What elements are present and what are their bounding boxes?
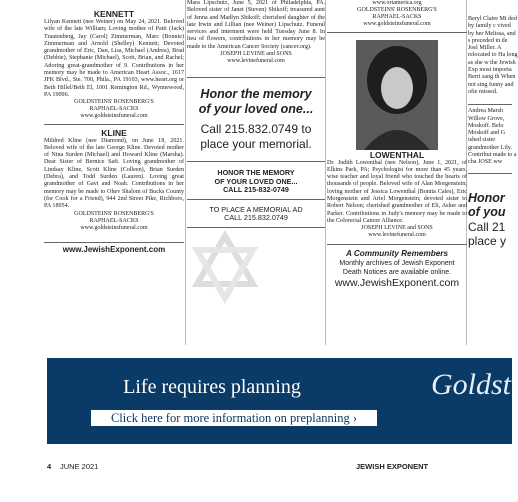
goldsteins-logo: Goldst <box>431 368 512 401</box>
community-line: Death Notices are available online. <box>342 268 452 276</box>
memorial-ad-phone: CALL 215-832-0749 <box>223 184 289 194</box>
divider <box>187 161 325 162</box>
obituary-name-lowenthal: LOWENTHAL <box>369 149 425 160</box>
obituary-column-1 <box>44 0 184 253</box>
honor-ad-fragment: place y <box>468 234 507 249</box>
funeral-home-link[interactable]: www.goldsteinsfuneral.com <box>80 224 148 231</box>
place-memorial-ad: TO PLACE A MEMORIAL AD <box>209 204 303 214</box>
obituary-body-kennett: Lilyan Kennett (nee Weiner) on May 24, 2021. Beloved wife of the late William; Loving mother of Patti (Jack) Trautenberg, Jay (Carol) Zimmerman, Marc (Bonnie) Zimmerman and Arnold (Shelley) Kennett; Devoted grandmother of Eric, Dan, Lisa, Michael (Andrea), Brad (Debbie), Stephanie (Michael), Scott, Brian, and Rachel; Adoring great-grandmother of 9. Contributions in her memory may be made to American Heart Assoc., 1617 JFK Blvd., Ste. 700, Phila., PA 19103, www.heart.org or Beth Hillel/Beth El, 1001 Remington Rd., Wynnewood, PA 19096. <box>44 19 184 98</box>
page-number: 4 <box>47 462 52 471</box>
funeral-home-link[interactable]: www.levinefuneral.com <box>227 58 285 65</box>
funeral-home-link[interactable]: www.goldsteinsfuneral.com <box>363 21 431 28</box>
divider <box>187 77 325 78</box>
obituary-fragment: Andrea Marsh Willow Grove, Moskoff. Belo Moskoff and G ished sister grandmother Lily. Contribut made to a cha JOSE ww <box>468 108 517 166</box>
column-rule <box>185 0 186 345</box>
obituary-name-kennett: KENNETT <box>93 9 135 19</box>
memorial-ad-box: HONOR THE MEMORY <box>217 168 295 178</box>
issue-date: JUNE 2021 <box>60 462 99 471</box>
portrait-photo <box>356 40 438 150</box>
memorial-ad-box-line: OF YOUR LOVED ONE... <box>214 176 298 186</box>
funeral-home-name: GOLDSTEINS' ROSENBERG'S <box>74 99 154 106</box>
funeral-home-link[interactable]: www.goldsteinsfuneral.com <box>80 113 148 120</box>
community-line: Monthly archives of Jewish Exponent <box>339 259 455 267</box>
funeral-home-name: JOSEPH LEVINE and SONS <box>361 225 433 232</box>
column-rule <box>325 0 326 345</box>
community-remembers-title: A Community Remembers <box>345 248 449 258</box>
funeral-home-name: RAPHAEL-SACKS <box>89 106 139 113</box>
divider <box>327 244 467 245</box>
divider <box>44 124 184 125</box>
preplanning-link[interactable]: Click here for more information on preplanning › <box>91 410 377 426</box>
honor-ad-headline: of your loved one... <box>198 101 314 116</box>
preplanning-banner-ad[interactable] <box>47 358 512 444</box>
divider <box>468 104 512 105</box>
obituary-column-2 <box>187 0 325 290</box>
funeral-home-name: JOSEPH LEVINE and SONS <box>220 51 292 58</box>
honor-ad-fragment: Honor <box>468 190 505 205</box>
funeral-home-name: RAPHAEL-SACKS <box>372 14 422 21</box>
honor-ad-headline: Honor the memory <box>200 87 312 102</box>
honor-ad-fragment: of you <box>468 205 506 220</box>
obituary-body-kline: Mildred Kline (nee Diamond), on June 18, 2021. Beloved wife of the late George Kline. Devoted mother of Nina Surden (Michael) and Howard Kline (Marsha). Dear Sister of Bernice Saft. Loving grandmother of Lindsay Kline, Scott Kline (Colleen), Brian Surden (Debra), and Todd Surden (Lauren). Loving great grandmother of Gavi and Noah. Contributions in her memory may be made to Ohev Shalom of Bucks County (for Cook for a Friend), 944 2nd Street Pike, Richboro, PA 18954. <box>44 137 184 210</box>
ort-link[interactable]: www.ortamerica.org <box>372 0 422 6</box>
community-link[interactable]: www.JewishExponent.com <box>334 276 460 289</box>
obituary-body-lowenthal: Dr. Judith Lowenthal (nee Nelson), June 1, 2021, of Elkins Park, PA; Psychologist for more than 45 years, wise teacher and loyal friend who touched the hearts of thousands of people. Beloved wife of Alan Morgenstein; loving mother of Jessica Lowenthal (Bonita Cales), Eric Morgenstein and Ariel Morgenstein; devoted sister to Robert Nelson; cherished grandmother of Eli, Asher and Parker. Contributions in Judy's memory may be made to the Colorectal Cancer Alliance. <box>327 159 467 224</box>
place-memorial-phone: CALL 215.832.0749 <box>224 213 288 223</box>
obituary-column-4 <box>468 0 518 249</box>
funeral-home-name: GOLDSTEINS' ROSENBERG'S <box>74 210 154 217</box>
divider <box>327 32 467 33</box>
divider <box>187 227 325 228</box>
banner-title: Life requires planning <box>123 376 301 398</box>
honor-ad-phone: Call 215.832.0749 to <box>200 122 312 137</box>
jewish-exponent-link[interactable]: www.JewishExponent.com <box>62 244 166 254</box>
obituary-column-3 <box>327 0 467 290</box>
obituary-name-kline: KLINE <box>101 127 127 138</box>
publication-name: JEWISH EXPONENT <box>356 462 429 471</box>
divider <box>468 173 512 174</box>
divider <box>44 242 184 243</box>
divider <box>187 199 325 200</box>
honor-ad-fragment: Call 21 <box>468 219 506 234</box>
funeral-home-name: GOLDSTEINS' ROSENBERG'S <box>357 7 437 14</box>
honor-ad-phone: place your memorial. <box>200 136 312 151</box>
obituary-body-lipschutz: Mara Lipschutz, June 5, 2021 of Philadelphia, PA. Beloved sister of Janet (Steven) Shikoff; treasured aunt of Jenna and Madlyn Shikoff; cherished daughter of the late Irwin and Lillian (nee Weiner) Lipschutz. Funeral services and interment were held Tuesday June 8. In lieu of flowers, contributions in her memory may be made to the American Cancer Society (cancer.org). <box>187 0 325 50</box>
funeral-home-name: RAPHAEL-SACKS <box>89 217 139 224</box>
star-of-david-icon <box>189 232 261 290</box>
obituary-fragment: Beryl Claire Mi ded by family c vived by her Melissa, and s preceded in de Joel Miller. A relocated to Ha long as she w the Jewish Exp most importa Berri sang th When not sing funny and ofte missed. <box>468 16 518 95</box>
funeral-home-link[interactable]: www.levinefuneral.com <box>368 232 426 239</box>
